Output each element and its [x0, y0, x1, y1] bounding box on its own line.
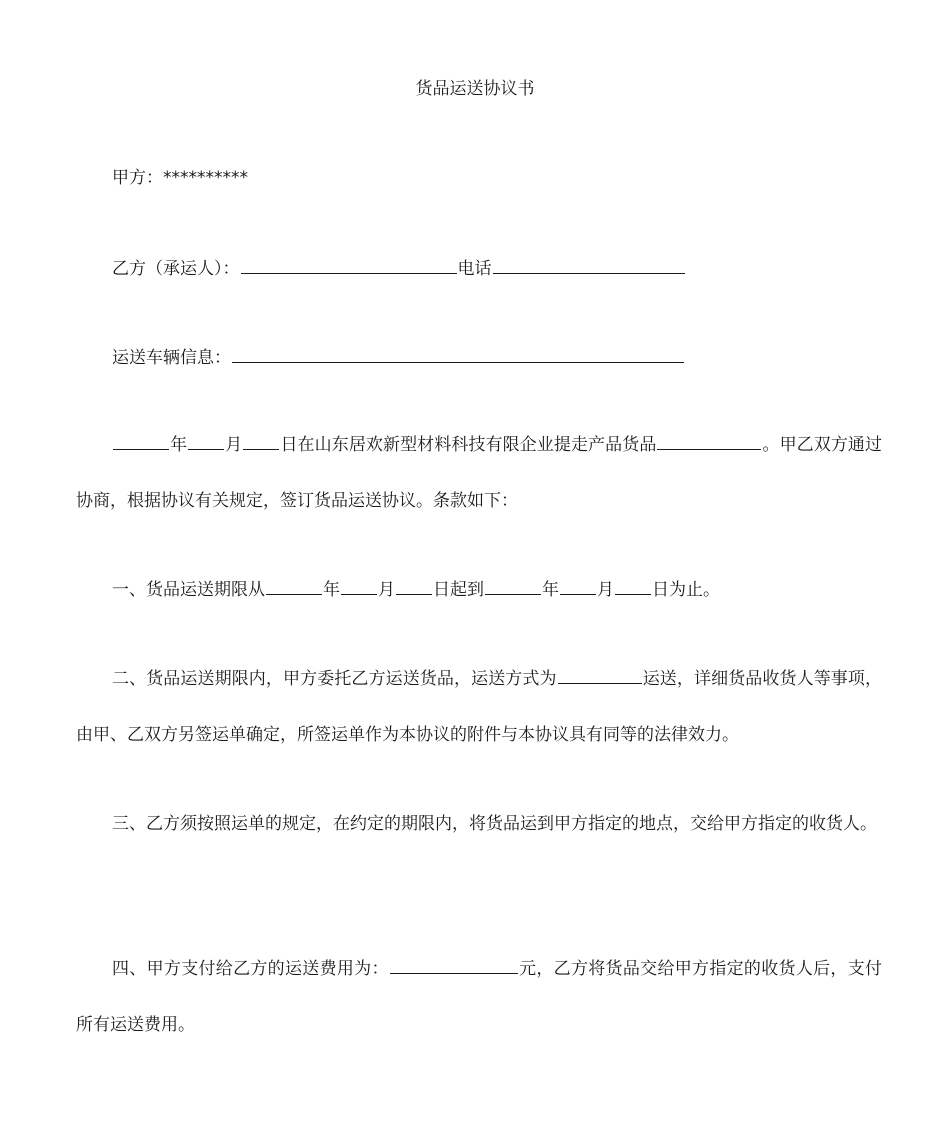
intro-rest-text: 。甲乙双方通过协商，根据协议有关规定，签订货品运送协议。条款如下：: [76, 435, 883, 511]
clause-2-text-a: 二、货品运送期限内，甲方委托乙方运送货品，运送方式为: [112, 669, 557, 689]
clause-1-year-blank: [266, 576, 322, 595]
clause-1-month-blank: [341, 576, 377, 595]
clause-1-text-c: 日为止。: [652, 580, 720, 600]
clause-3-text: 三、乙方须按照运单的规定，在约定的期限内，将货品运到甲方指定的地点，交给甲方指定的收货人。: [112, 814, 877, 834]
clause-1-text-a: 一、货品运送期限从: [112, 580, 265, 600]
clause-2: [76, 651, 882, 763]
party-b-label: 乙方（承运人）：: [112, 259, 240, 279]
party-a-label: 甲方：: [112, 168, 163, 188]
intro-year-blank: [113, 431, 169, 450]
party-b-name-blank: [241, 255, 457, 274]
clause-4-text-b: 元，乙方将货品交给甲方指定的收货人后，支付所有运送费用。: [76, 959, 883, 1035]
clause-3: [76, 796, 882, 852]
intro-paragraph: [76, 417, 882, 529]
intro-month-blank: [188, 431, 224, 450]
party-b-line: [112, 255, 686, 282]
intro-goods-blank: [657, 431, 761, 450]
party-a-value: **********: [163, 168, 248, 188]
intro-day-blank: [243, 431, 279, 450]
party-b-phone-blank: [493, 255, 685, 274]
party-a-line: [112, 165, 248, 191]
clause-4: [76, 941, 882, 1053]
clause-1-year-label: 年: [323, 580, 340, 600]
clause-2-text-b: 运送，详细货品收货人等事项，由甲、乙双方另签运单确定，所签运单作为本协议的附件与本协议具有同等的法律效力。: [76, 669, 883, 745]
clause-1: [76, 562, 882, 618]
clause-1-month2-label: 月: [597, 580, 614, 600]
document-title: 货品运送协议书: [415, 79, 535, 99]
clause-1-text-b: 日起到: [433, 580, 484, 600]
clause-4-fee-blank: [390, 955, 518, 974]
clause-2-method-blank: [558, 665, 642, 684]
vehicle-blank: [232, 344, 684, 363]
intro-year-label: 年: [170, 435, 188, 455]
intro-month-label: 月: [225, 435, 243, 455]
clause-1-month-label: 月: [378, 580, 395, 600]
vehicle-label: 运送车辆信息：: [112, 348, 231, 368]
clause-1-year2-label: 年: [542, 580, 559, 600]
vehicle-line: [112, 344, 685, 371]
clause-1-month2-blank: [560, 576, 596, 595]
party-b-phone-label: 电话: [457, 259, 492, 279]
clause-1-day2-blank: [615, 576, 651, 595]
clause-4-text-a: 四、甲方支付给乙方的运送费用为：: [112, 959, 389, 979]
intro-day-text: 日在山东居欢新型材料科技有限企业提走产品货品: [280, 435, 657, 455]
clause-1-year2-blank: [485, 576, 541, 595]
clause-1-day-blank: [396, 576, 432, 595]
